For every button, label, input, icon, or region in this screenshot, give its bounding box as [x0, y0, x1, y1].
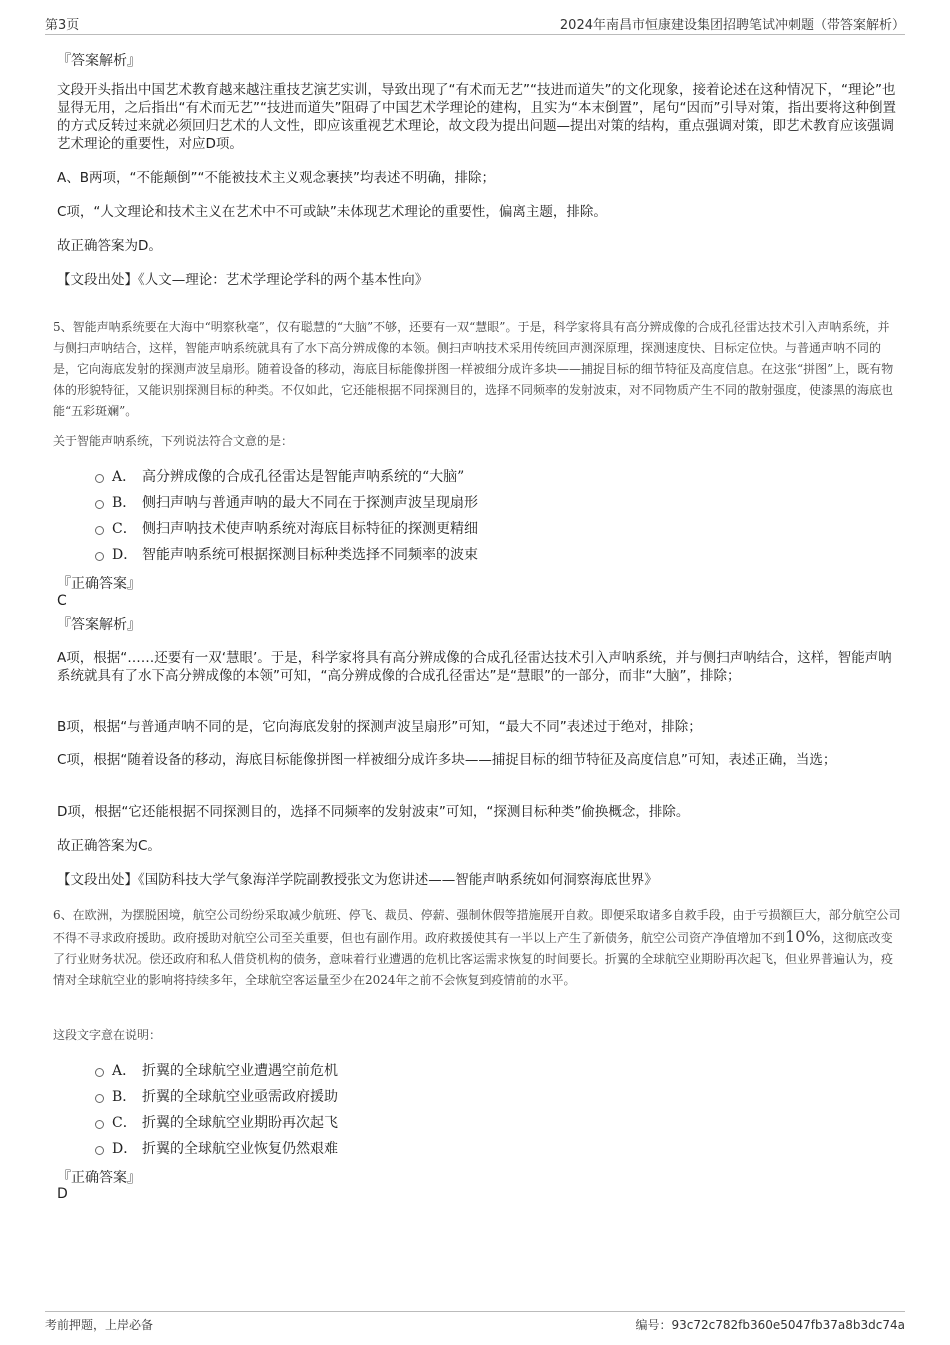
q5-answer: C	[57, 593, 67, 609]
radio-icon[interactable]	[95, 1068, 104, 1077]
q5-option-c[interactable]	[95, 518, 478, 538]
option-text: 智能声呐系统可根据探测目标种类选择不同频率的波束	[142, 547, 478, 563]
q5-option-b[interactable]	[95, 492, 478, 512]
q5-answer-line: 故正确答案为C。	[57, 838, 161, 854]
q4-analysis-label: 『答案解析』	[57, 53, 141, 69]
q5-analysis-d: D项，根据“它还能根据不同探测目的，选择不同频率的发射波束”可知，“探测目标种类”偷换概念，排除。	[57, 804, 690, 820]
q5-stem: 关于智能声呐系统，下列说法符合文意的是：	[53, 434, 294, 448]
option-text: 侧扫声呐技术使声呐系统对海底目标特征的探测更精细	[142, 521, 478, 537]
q6-answer: D	[57, 1186, 68, 1202]
option-letter: A．	[112, 469, 137, 485]
footer-slogan: 考前押题，上岸必备	[45, 1318, 154, 1332]
page-number: 第3页	[45, 18, 80, 33]
option-letter: A．	[112, 1063, 137, 1079]
q4-answer-line: 故正确答案为D。	[57, 238, 162, 254]
q6-option-d[interactable]	[95, 1138, 338, 1158]
q5-answer-label: 『正确答案』	[57, 576, 141, 592]
q4-exclude-c: C项，“人文理论和技术主义在艺术中不可或缺”未体现艺术理论的重要性，偏离主题，排除。	[57, 204, 607, 220]
q4-analysis-paragraph: 文段开头指出中国艺术教育越来越注重技艺演艺实训，导致出现了“有术而无艺”“技进而道失”的文化现象，接着论述在这种情况下，“理论”也显得无用，之后指出“有术而无艺”“技进而道失”阻碍了中国艺术学理论的建构，且实为“本末倒置”，尾句“因而”引导对策，指出要将这种倒置的方式反转过来就必须回归艺术的人文性，即应该重视艺术理论，故文段为提出问题—提出对策的结构，重点强调对策，即艺术教育应该强调艺术理论的重要性，对应D项。	[57, 82, 896, 152]
page-header	[45, 14, 905, 35]
q6-answer-label: 『正确答案』	[57, 1170, 141, 1186]
q6-option-b[interactable]	[95, 1086, 338, 1106]
page-footer	[45, 1311, 905, 1334]
radio-icon[interactable]	[95, 474, 104, 483]
q6-passage-part1: 6、在欧洲，为摆脱困境，航空公司纷纷采取减少航班、停飞、裁员、停薪、强制休假等措施展开自救。即便采取诸多自救手段，由于亏损额巨大，部分航空公司不得不寻求政府援助。政府援助对航空公司至关重要，但也有副作用。政府救援使其有一半以上产生了新债务，航空公司资产净值增加不到	[53, 908, 901, 945]
radio-icon[interactable]	[95, 1146, 104, 1155]
option-letter: D．	[112, 1141, 138, 1157]
option-letter: C．	[112, 1115, 137, 1131]
option-letter: B．	[112, 495, 137, 511]
q6-passage-part2: ，这彻底改变了行业财务状况。偿还政府和私人借贷机构的债务，意味着行业遭遇的危机比客运需求恢复的时间要长。折翼的全球航空业期盼再次起飞，但业界普遍认为，疫情对全球航空业的影响将持续多年，全球航空客运量至少在2024年之前不会恢复到疫情前的水平。	[53, 931, 894, 987]
q5-passage: 5、智能声呐系统要在大海中“明察秋毫”，仅有聪慧的“大脑”不够，还要有一双“慧眼”。于是，科学家将具有高分辨成像的合成孔径雷达技术引入声呐系统，并与侧扫声呐结合，这样，智能声呐系统就具有了水下高分辨成像的本领。侧扫声呐技术采用传统回声测深原理，探测速度快、目标定位快。与普通声呐不同的是，它向海底发射的探测声波呈扇形。随着设备的移动，海底目标能像拼图一样被细分成许多块——捕捉目标的细节特征及高度信息。在这张“拼图”上，既有物体的形貌特征，又能识别探测目标的种类。不仅如此，它还能根据不同探测目的，选择不同频率的发射波束，对不同物质产生不同的散射强度，使漆黑的海底也能“五彩斑斓”。	[53, 320, 894, 418]
q4-exclude-ab: A、B两项，“不能颠倒”“不能被技术主义观念裹挟”均表述不明确，排除；	[57, 170, 495, 186]
option-letter: B．	[112, 1089, 137, 1105]
option-text: 侧扫声呐与普通声呐的最大不同在于探测声波呈现扇形	[142, 495, 478, 511]
radio-icon[interactable]	[95, 1094, 104, 1103]
radio-icon[interactable]	[95, 500, 104, 509]
q6-percent: 10%	[785, 927, 821, 946]
q6-option-c[interactable]	[95, 1112, 338, 1132]
radio-icon[interactable]	[95, 526, 104, 535]
q4-source: 【文段出处】《人文—理论：艺术学理论学科的两个基本性向》	[57, 272, 429, 288]
q6-option-a[interactable]	[95, 1060, 338, 1080]
q5-option-a[interactable]	[95, 466, 464, 486]
q5-analysis-b: B项，根据“与普通声呐不同的是，它向海底发射的探测声波呈扇形”可知，“最大不同”表述过于绝对，排除；	[57, 719, 702, 735]
q6-passage	[53, 905, 901, 991]
q5-analysis-c: C项，根据“随着设备的移动，海底目标能像拼图一样被细分成许多块——捕捉目标的细节特征及高度信息”可知，表述正确，当选；	[57, 752, 837, 768]
footer-serial: 编号：93c72c782fb360e5047fb37a8b3dc74a	[635, 1318, 905, 1332]
option-text: 折翼的全球航空业期盼再次起飞	[142, 1115, 338, 1131]
option-text: 折翼的全球航空业恢复仍然艰难	[142, 1141, 338, 1157]
option-letter: D．	[112, 547, 138, 563]
document-title: 2024年南昌市恒康建设集团招聘笔试冲刺题（带答案解析）	[559, 18, 905, 33]
option-text: 折翼的全球航空业遭遇空前危机	[142, 1063, 338, 1079]
q6-stem: 这段文字意在说明：	[53, 1028, 162, 1042]
option-text: 高分辨成像的合成孔径雷达是智能声呐系统的“大脑”	[142, 469, 465, 485]
radio-icon[interactable]	[95, 1120, 104, 1129]
option-text: 折翼的全球航空业亟需政府援助	[142, 1089, 338, 1105]
q5-option-d[interactable]	[95, 544, 478, 564]
q5-analysis-label: 『答案解析』	[57, 617, 141, 633]
q5-source: 【文段出处】《国防科技大学气象海洋学院副教授张文为您讲述——智能声呐系统如何洞察海底世界》	[57, 872, 658, 888]
option-letter: C．	[112, 521, 137, 537]
q5-analysis-a: A项，根据“……还要有一双‘慧眼’。于是，科学家将具有高分辨成像的合成孔径雷达技术引入声呐系统，并与侧扫声呐结合，这样，智能声呐系统就具有了水下高分辨成像的本领”可知，“高分辨成像的合成孔径雷达”是“慧眼”的一部分，而非“大脑”，排除；	[57, 650, 892, 684]
radio-icon[interactable]	[95, 552, 104, 561]
